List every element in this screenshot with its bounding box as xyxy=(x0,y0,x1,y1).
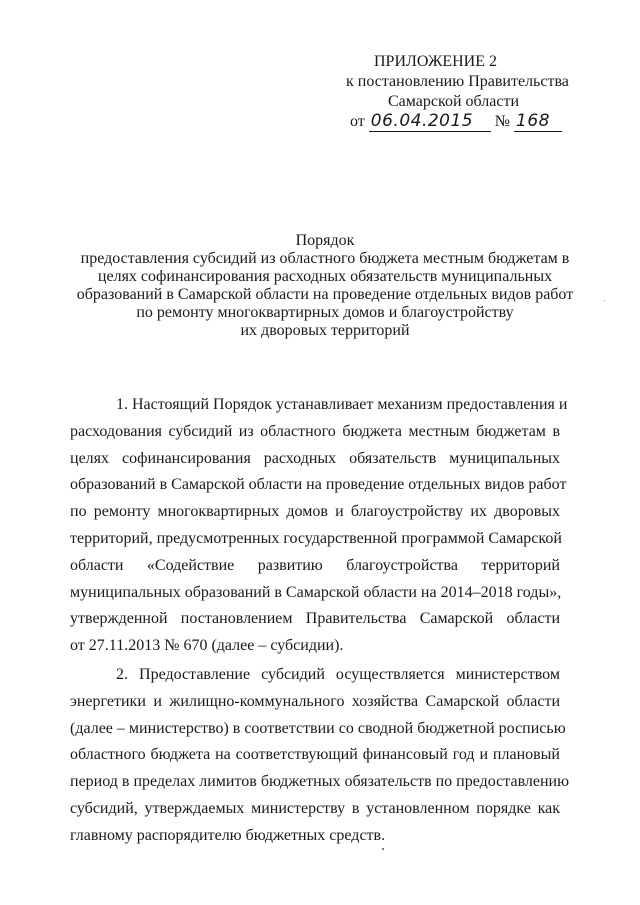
title-line: целях софинансирования расходных обязательств муниципальных xyxy=(97,268,553,285)
paragraph-line: расходования субсидий из областного бюджета местным бюджетам в xyxy=(70,422,560,440)
handwritten-number: 168 xyxy=(516,111,550,131)
title-line: по ремонту многоквартирных домов и благоустройству xyxy=(136,304,514,321)
paragraph-line: образований в Самарской области на проведение отдельных видов работ xyxy=(70,476,567,494)
paragraph-1 xyxy=(70,392,568,660)
paragraph-line: субсидий, утверждаемых министерству в установленном порядке как xyxy=(70,799,560,817)
title-line: Порядок xyxy=(295,232,355,249)
appendix-title: ПРИЛОЖЕНИЕ 2 xyxy=(374,53,498,70)
title-line: их дворовых территорий xyxy=(240,322,410,339)
number-prefix: № xyxy=(494,113,511,130)
title-line: образований в Самарской области на проведение отдельных видов работ xyxy=(76,286,574,303)
paragraph-2 xyxy=(70,662,570,850)
appendix-header xyxy=(340,52,590,132)
paragraph-line: территорий, предусмотренных государственной программой Самарской xyxy=(70,529,562,547)
paragraph-line: 2. Предоставление субсидий осуществляется министерством xyxy=(116,665,560,683)
document-title xyxy=(60,232,590,340)
appendix-line-resolution: к постановлению Правительства xyxy=(346,73,569,90)
paragraph-line: по ремонту многоквартирных домов и благоустройству их дворовых xyxy=(70,503,560,521)
appendix-date-line xyxy=(340,112,590,132)
paragraph-line: энергетики и жилищно-коммунального хозяйства Самарской области xyxy=(70,692,560,710)
paragraph-line: (далее – министерство) в соответствии со сводной бюджетной росписью xyxy=(70,719,566,737)
document-body xyxy=(70,392,570,852)
paragraph-line: области «Содействие развитию благоустройства территорий xyxy=(70,556,560,574)
paragraph-line: утвержденной постановлением Правительства Самарской области xyxy=(70,610,560,628)
paragraph-line: от 27.11.2013 № 670 (далее – субсидии). xyxy=(70,637,344,655)
date-prefix: от xyxy=(350,113,365,130)
scan-speck xyxy=(382,848,384,850)
paragraph-line: 1. Настоящий Порядок устанавливает механизм предоставления и xyxy=(116,396,568,413)
scan-speck xyxy=(604,300,605,301)
handwritten-date: 06.04.2015 xyxy=(370,111,474,131)
paragraph-line: муниципальных образований в Самарской области на 2014–2018 годы», xyxy=(70,583,562,601)
title-line: предоставления субсидий из областного бюджета местным бюджетам в xyxy=(80,250,570,267)
appendix-line-region: Самарской области xyxy=(388,93,519,110)
paragraph-line: период в пределах лимитов бюджетных обязательств по предоставлению xyxy=(70,773,570,791)
paragraph-line: целях софинансирования расходных обязательств муниципальных xyxy=(70,449,560,467)
number-field xyxy=(514,112,562,132)
paragraph-line: главному распорядителю бюджетных средств. xyxy=(70,826,386,844)
date-field xyxy=(369,112,491,132)
paragraph-line: областного бюджета на соответствующий финансовый год и плановый xyxy=(70,746,560,764)
